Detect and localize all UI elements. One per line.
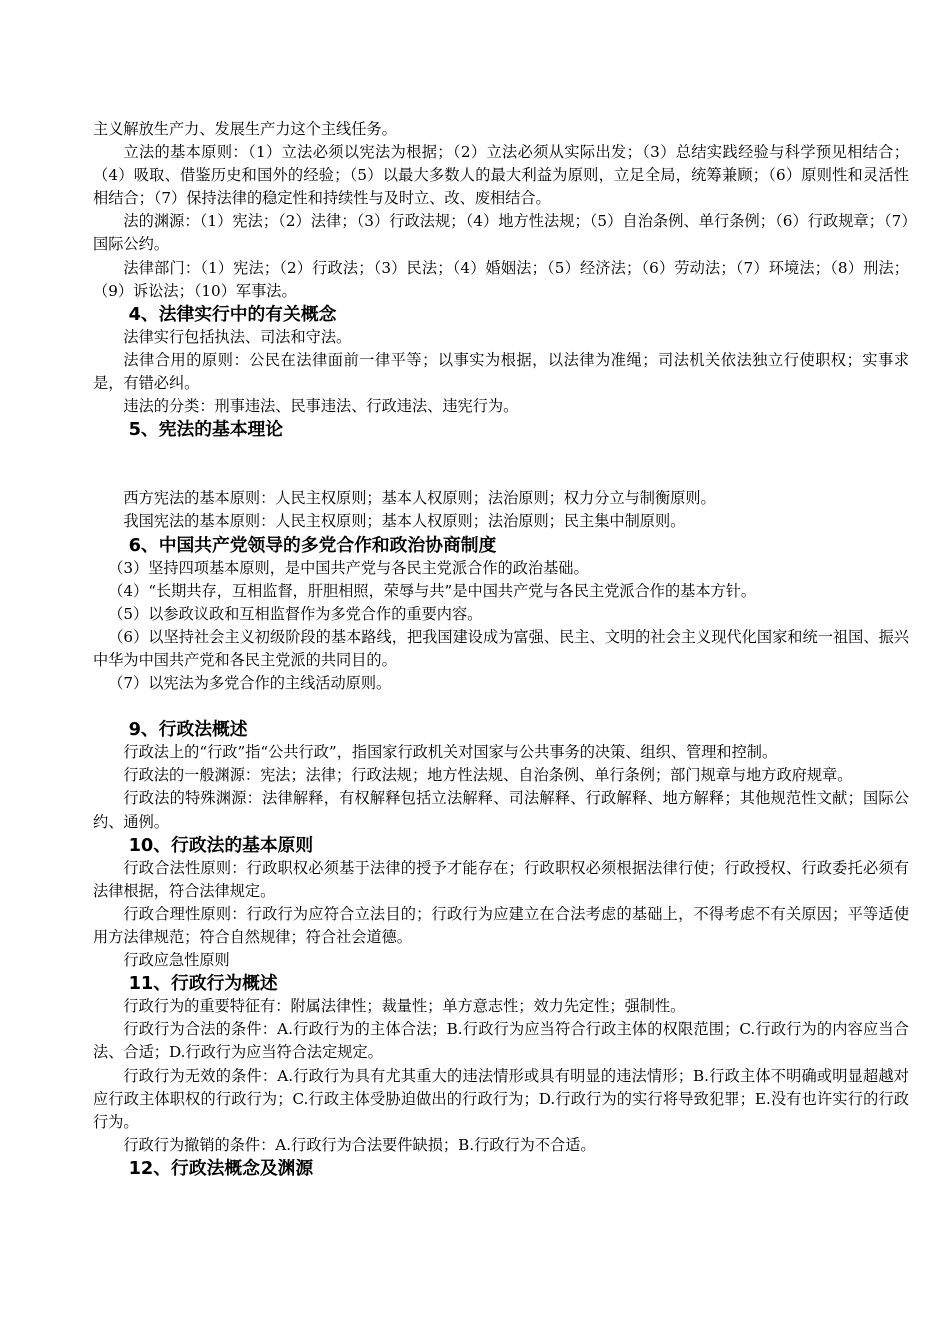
paragraph-legislation-principles: 立法的基本原则：（1）立法必须以宪法为根据；（2）立法必须从实际出发；（3）总结实践经验与科学预见相结合；（4）吸取、借鉴历史和国外的经验；（5）以最大多数人的最大利益为原则，立足全局，统筹兼顾；（6）原则性和灵活性相结合；（7）保持法律的稳定性和持续性与及时立、改、废相结合。 <box>93 143 909 208</box>
document-page <box>93 118 909 1180</box>
paragraph-legality-principle: 行政合法性原则：行政职权必须基于法律的授予才能存在；行政职权必须根据法律行使；行政授权、行政委托必须有法律根据，符合法律规定。 <box>93 858 909 900</box>
blank-space <box>93 695 909 718</box>
paragraph-act-invalid-conditions: 行政行为无效的条件：A.行政行为具有尤其重大的违法情形或具有明显的违法情形；B.行政主体不明确或明显超越对应行政主体职权的行政行为；C.行政主体受胁迫做出的行政行为；D.行政行为的实行将导致犯罪；E.没有也许实行的行政行为。 <box>93 1066 909 1131</box>
heading-section-11: 11、行政行为概述 <box>128 973 278 995</box>
paragraph-act-revocation-conditions: 行政行为撤销的条件：A.行政行为合法要件缺损；B.行政行为不合适。 <box>123 1135 596 1154</box>
blank-space <box>93 441 909 487</box>
paragraph-western-constitution: 西方宪法的基本原则：人民主权原则；基本人权原则；法治原则；权力分立与制衡原则。 <box>123 489 716 508</box>
paragraph-act-features: 行政行为的重要特征有：附属法律性；裁量性；单方意志性；效力先定性；强制性。 <box>123 997 686 1016</box>
paragraph-general-sources: 行政法的一般渊源：宪法；法律；行政法规；地方性法规、自治条例、单行条例；部门规章与地方政府规章。 <box>123 766 853 785</box>
paragraph-law-application: 法律合用的原则：公民在法律面前一律平等；以事实为根据，以法律为准绳；司法机关依法独立行使职权；实事求是，有错必纠。 <box>93 350 909 393</box>
heading-section-6: 6、中国共产党领导的多党合作和政治协商制度 <box>128 534 497 556</box>
paragraph-law-sources: 法的渊源：（1）宪法；（2）法律；（3）行政法规；（4）地方性法规；（5）自治条例、单行条例；（6）行政规章；（7）国际公约。 <box>93 212 909 254</box>
paragraph-act-legal-conditions: 行政行为合法的条件：A.行政行为的主体合法；B.行政行为应当符合行政主体的权限范围；C.行政行为的内容应当合法、合适；D.行政行为应当符合法定规定。 <box>93 1020 909 1062</box>
paragraph-law-departments: 法律部门：（1）宪法；（2）行政法；（3）民法；（4）婚姻法；（5）经济法；（6）劳动法；（7）环境法；（8）刑法；（9）诉讼法；（10）军事法。 <box>93 258 909 300</box>
heading-section-12: 12、行政法概念及渊源 <box>128 1157 314 1179</box>
paragraph-item-4: （4）“长期共存，互相监督，肝胆相照，荣辱与共”是中国共产党与各民主党派合作的基本方针。 <box>108 581 757 600</box>
paragraph-administration-definition: 行政法上的“行政”指“公共行政”，指国家行政机关对国家与公共事务的决策、组织、管理和控制。 <box>123 743 778 762</box>
heading-section-10: 10、行政法的基本原则 <box>128 834 314 856</box>
paragraph-violation-types: 违法的分类：刑事违法、民事违法、行政违法、违宪行为。 <box>123 397 519 416</box>
paragraph-item-5: （5）以参政议政和互相监督作为多党合作的重要内容。 <box>108 604 483 623</box>
paragraph-item-3: （3）坚持四项基本原则，是中国共产党与各民主党派合作的政治基础。 <box>108 558 589 577</box>
paragraph-item-7: （7）以宪法为多党合作的主线活动原则。 <box>108 674 392 693</box>
paragraph-china-constitution: 我国宪法的基本原则：人民主权原则；基本人权原则；法治原则；民主集中制原则。 <box>123 512 686 531</box>
heading-section-4: 4、法律实行中的有关概念 <box>128 303 337 325</box>
heading-section-9: 9、行政法概述 <box>128 719 248 741</box>
heading-section-5: 5、宪法的基本理论 <box>128 419 284 441</box>
paragraph-special-sources: 行政法的特殊渊源：法律解释，有权解释包括立法解释、司法解释、行政解释、地方解释；其他规范性文献；国际公约、通例。 <box>93 789 909 831</box>
paragraph-rationality-principle: 行政合理性原则：行政行为应符合立法目的；行政行为应建立在合法考虑的基础上，不得考虑不有关原因；平等适使用方法律规范；符合自然规律；符合社会道德。 <box>93 904 909 946</box>
paragraph-emergency-principle: 行政应急性原则 <box>123 951 230 970</box>
paragraph-intro: 主义解放生产力、发展生产力这个主线任务。 <box>93 120 397 138</box>
paragraph-law-implementation: 法律实行包括执法、司法和守法。 <box>123 327 352 346</box>
paragraph-item-6: （6）以坚持社会主义初级阶段的基本路线，把我国建设成为富强、民主、文明的社会主义现代化国家和统一祖国、振兴中华为中国共产党和各民主党派的共同目的。 <box>93 627 909 669</box>
